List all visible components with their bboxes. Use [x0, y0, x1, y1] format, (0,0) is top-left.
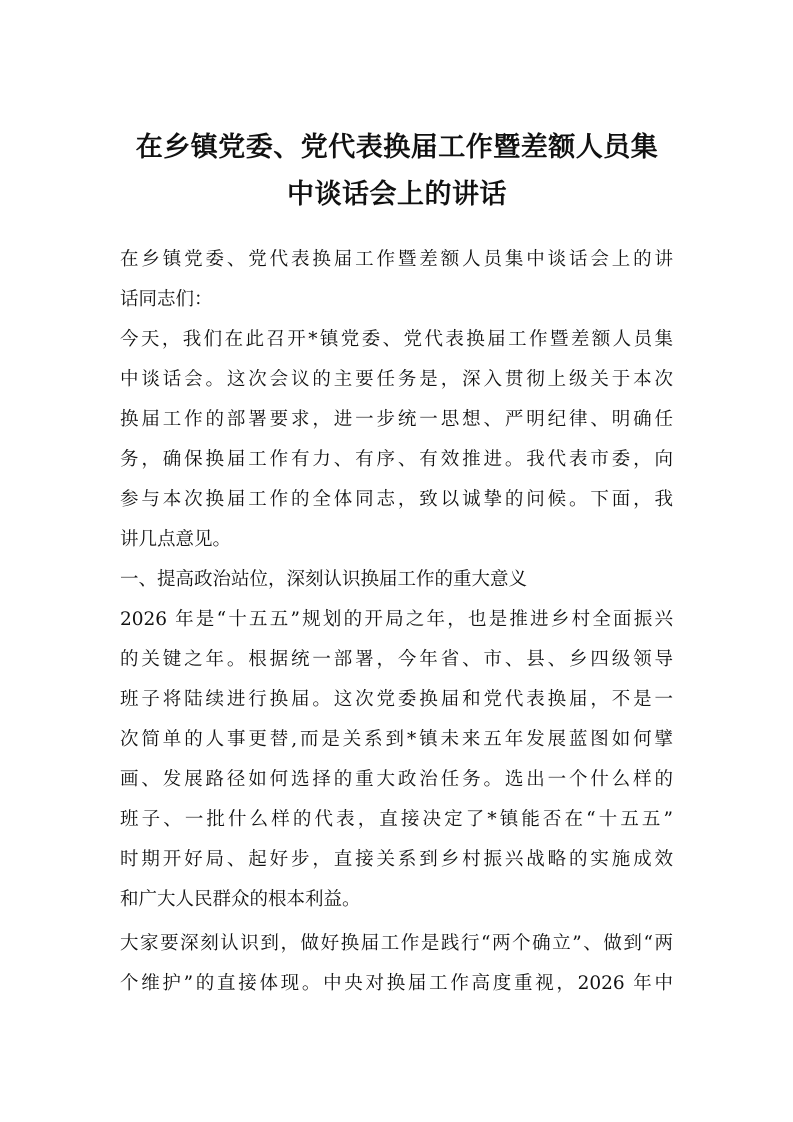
text-line: 一、提高政治站位，深刻认识换届工作的重大意义: [120, 569, 528, 590]
paragraph-awareness: [120, 924, 673, 1004]
document-body: [120, 240, 673, 1004]
paragraph-significance: [120, 600, 673, 920]
paragraph-salutation: [120, 240, 673, 320]
paragraph-opening: [120, 320, 673, 560]
title-line: 中谈话会上的讲话: [287, 179, 507, 210]
text-line: 大家要深刻认识到，做好换届工作是践行“两个确立”、做到“两: [120, 933, 673, 954]
text-line: 换届工作的部署要求，进一步统一思想、严明纪律、明确任: [120, 409, 673, 430]
text-line: 和广大人民群众的根本利益。: [120, 889, 361, 910]
text-line: 今天，我们在此召开*镇党委、党代表换届工作暨差额人员集: [120, 329, 673, 350]
text-line: 时期开好局、起好步，直接关系到乡村振兴战略的实施成效: [120, 849, 673, 870]
text-line: 画、发展路径如何选择的重大政治任务。选出一个什么样的: [120, 769, 673, 790]
text-line: 话同志们：: [120, 289, 213, 310]
text-line: 讲几点意见。: [120, 529, 232, 550]
text-line: 班子将陆续进行换届。这次党委换届和党代表换届，不是一: [120, 689, 673, 710]
text-line: 中谈话会。这次会议的主要任务是，深入贯彻上级关于本次: [120, 369, 673, 390]
text-line: 次简单的人事更替,而是关系到*镇未来五年发展蓝图如何擘: [120, 729, 673, 750]
section-heading-1: [120, 560, 673, 600]
text-line: 个维护”的直接体现。中央对换届工作高度重视，2026 年中: [120, 973, 673, 994]
text-line: 班子、一批什么样的代表，直接决定了*镇能否在“十五五”: [120, 809, 673, 830]
title-line: 在乡镇党委、党代表换届工作暨差额人员集: [135, 132, 659, 163]
text-line: 的关键之年。根据统一部署，今年省、市、县、乡四级领导: [120, 649, 673, 670]
text-line: 务，确保换届工作有力、有序、有效推进。我代表市委，向: [120, 449, 673, 470]
text-line: 在乡镇党委、党代表换届工作暨差额人员集中谈话会上的讲: [120, 249, 673, 270]
document-title: [110, 124, 684, 218]
text-line: 2026 年是“十五五”规划的开局之年，也是推进乡村全面振兴: [120, 609, 673, 630]
text-line: 参与本次换届工作的全体同志，致以诚挚的问候。下面，我: [120, 489, 673, 510]
